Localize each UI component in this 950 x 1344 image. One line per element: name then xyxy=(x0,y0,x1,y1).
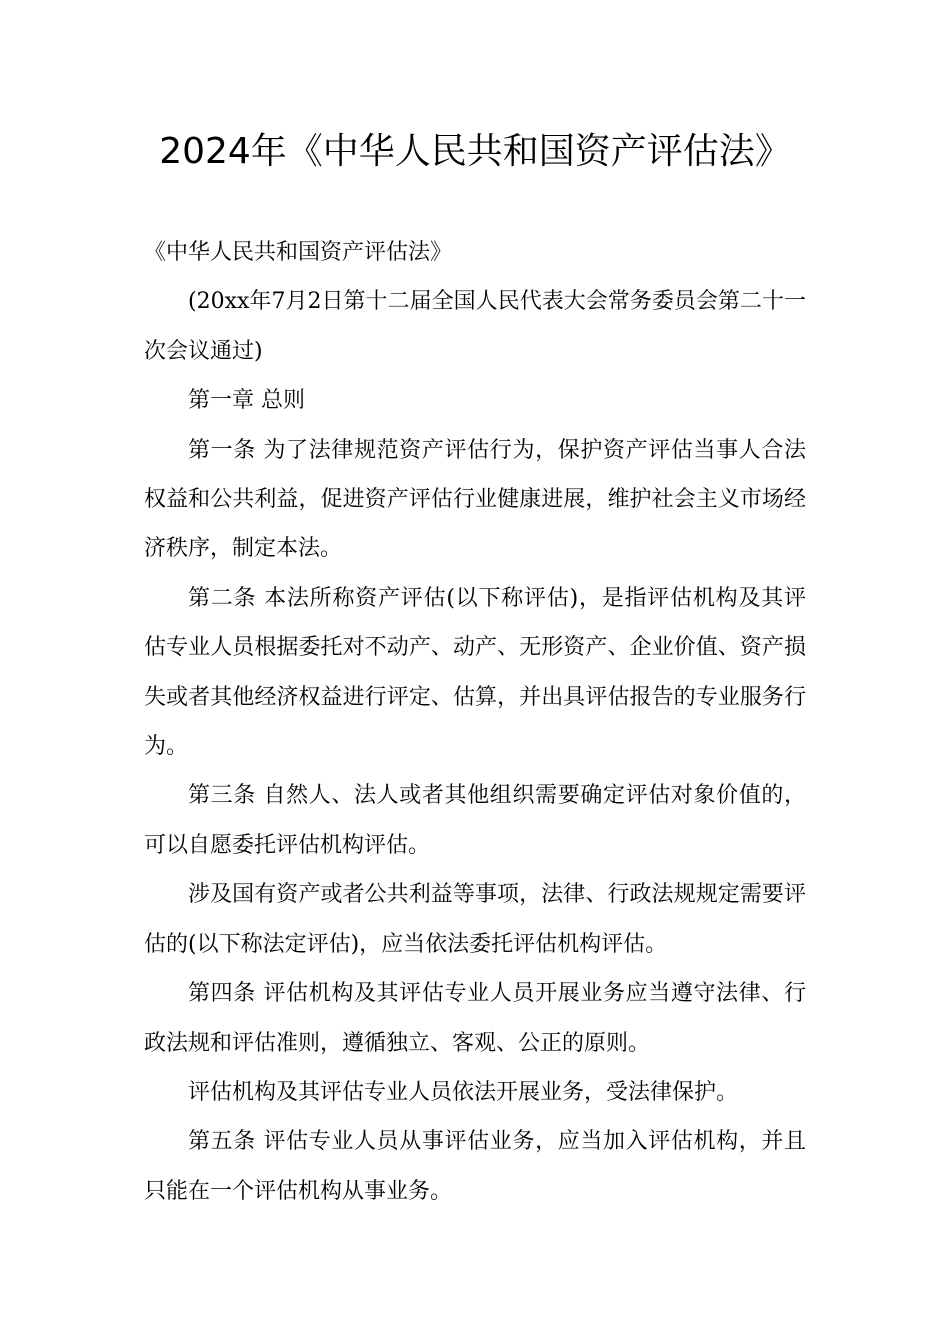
article-3: 第三条 自然人、法人或者其他组织需要确定评估对象价值的，可以自愿委托评估机构评估。 xyxy=(144,783,806,858)
document-title: 2024年《中华人民共和国资产评估法》 xyxy=(159,131,791,172)
article-4: 第四条 评估机构及其评估专业人员开展业务应当遵守法律、行政法规和评估准则，遵循独立、客观、公正的原则。 xyxy=(144,981,806,1056)
document-body xyxy=(144,228,806,1216)
article-3-clause-2: 涉及国有资产或者公共利益等事项，法律、行政法规规定需要评估的(以下称法定评估)，应当依法委托评估机构评估。 xyxy=(144,882,806,957)
chapter-heading: 第一章 总则 xyxy=(188,388,305,414)
article-2: 第二条 本法所称资产评估(以下称评估)，是指评估机构及其评估专业人员根据委托对不动产、动产、无形资产、企业价值、资产损失或者其他经济权益进行评定、估算，并出具评估报告的专业服务行为。 xyxy=(144,585,806,760)
adoption-note: (20xx年7月2日第十二届全国人民代表大会常务委员会第二十一次会议通过) xyxy=(144,289,806,364)
article-5: 第五条 评估专业人员从事评估业务，应当加入评估机构，并且只能在一个评估机构从事业务。 xyxy=(144,1129,806,1204)
article-1: 第一条 为了法律规范资产评估行为，保护资产评估当事人合法权益和公共利益，促进资产评估行业健康进展，维护社会主义市场经济秩序，制定本法。 xyxy=(144,437,806,562)
article-4-clause-2: 评估机构及其评估专业人员依法开展业务，受法律保护。 xyxy=(188,1079,739,1105)
law-name-line: 《中华人民共和国资产评估法》 xyxy=(144,240,453,265)
